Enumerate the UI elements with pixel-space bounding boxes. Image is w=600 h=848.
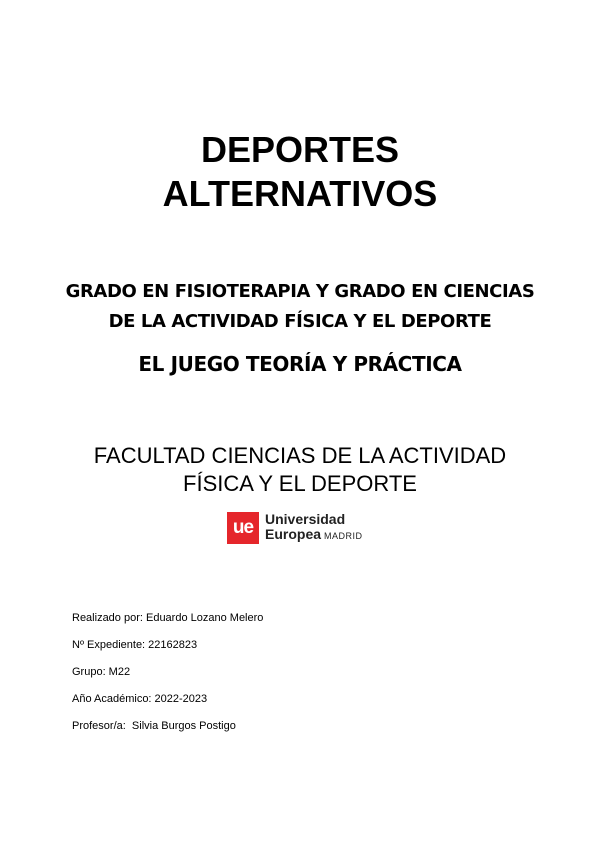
logo-name-line-1: Universidad: [265, 511, 346, 527]
info-author: Realizado por: Eduardo Lozano Melero: [72, 612, 264, 624]
university-logo-icon: ue: [227, 512, 259, 544]
document-title: [0, 128, 600, 216]
info-group: Grupo: M22: [72, 666, 131, 678]
logo-name-line-2: [265, 527, 363, 544]
title-line-2: ALTERNATIVOS: [162, 173, 438, 214]
subtitle-line-1: GRADO EN FISIOTERAPIA Y GRADO EN CIENCIAS: [65, 281, 535, 302]
student-info: [72, 612, 263, 747]
university-logo: [227, 511, 363, 545]
title-line-1: DEPORTES: [200, 129, 400, 170]
faculty-line-1: FACULTAD CIENCIAS DE LA ACTIVIDAD: [93, 443, 507, 468]
faculty-line-2: FÍSICA Y EL DEPORTE: [183, 471, 417, 496]
faculty-name: [0, 442, 600, 498]
course-subtitle: EL JUEGO TEORÍA Y PRÁCTICA: [138, 352, 462, 376]
logo-name-europea: Europea: [265, 526, 322, 542]
info-expediente: Nº Expediente: 22162823: [72, 639, 198, 651]
info-professor: Profesor/a: Silvia Burgos Postigo: [72, 720, 236, 732]
degree-subtitle: [0, 277, 600, 337]
info-academic-year: Año Académico: 2022-2023: [72, 693, 208, 705]
university-logo-text: [265, 512, 363, 544]
logo-city: MADRID: [324, 531, 363, 541]
subtitle-line-2: DE LA ACTIVIDAD FÍSICA Y EL DEPORTE: [108, 311, 492, 332]
